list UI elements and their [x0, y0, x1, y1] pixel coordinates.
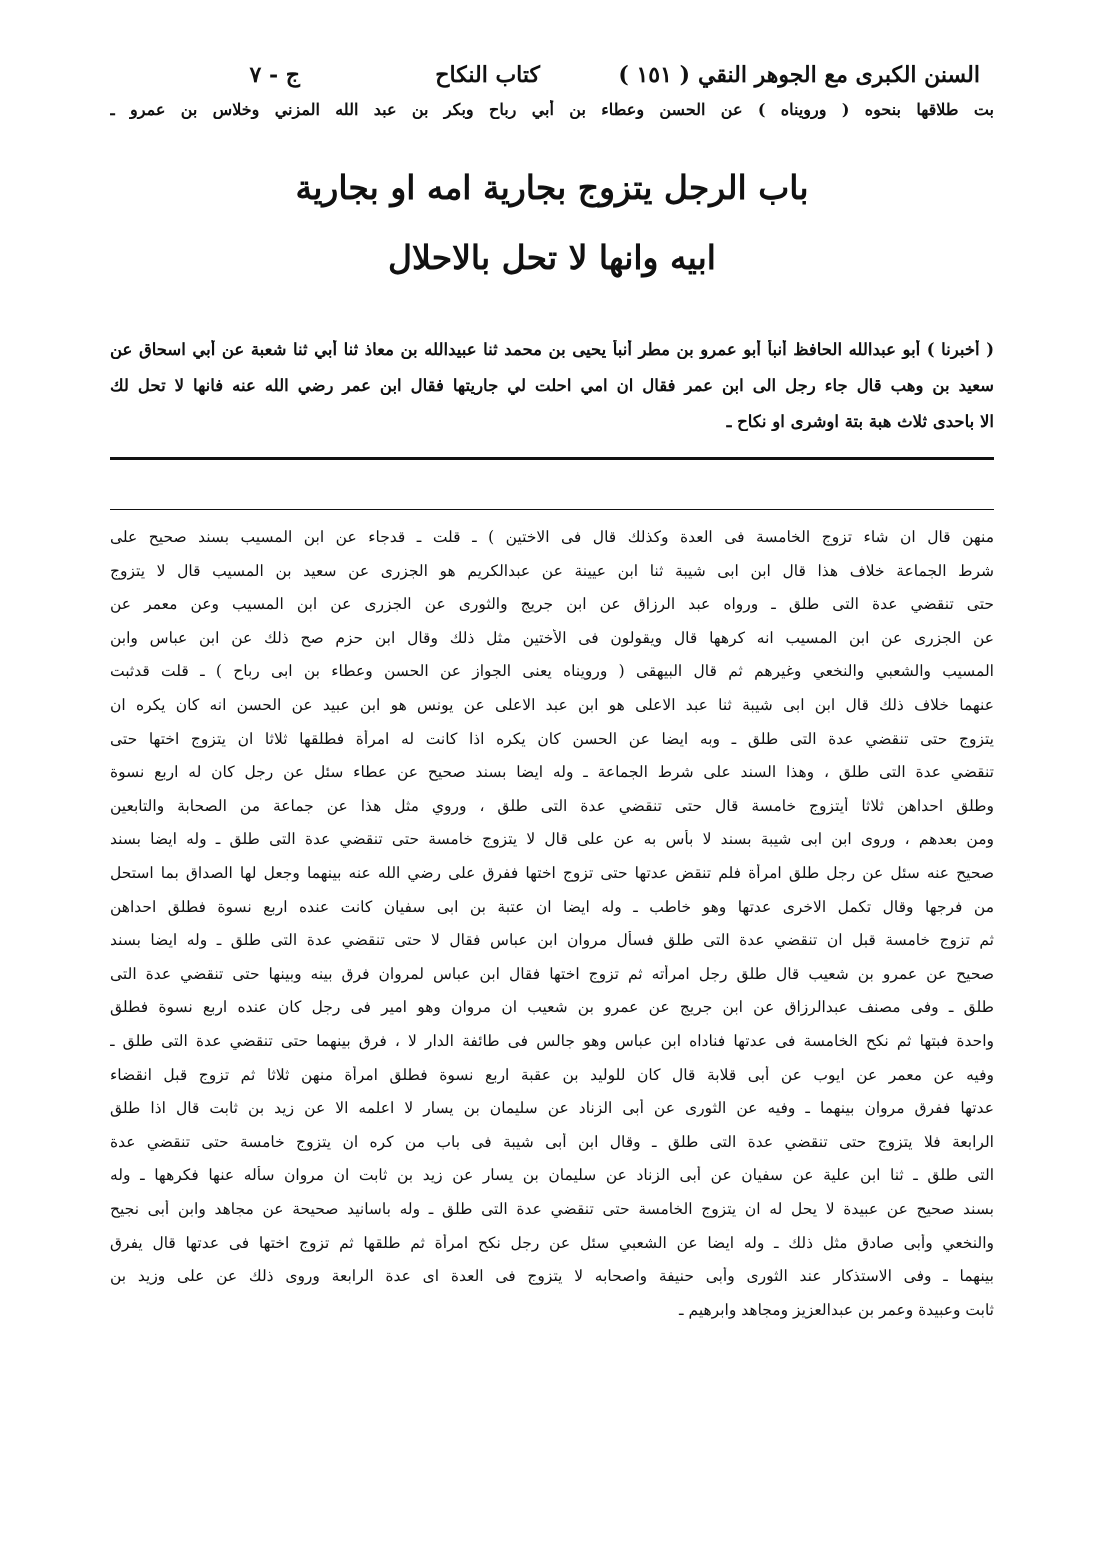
text-line: ومن بعدهم ، وروى ابن ابى شيبة بسند لا بأس به عن على قال لا يتزوج خامسة حتى تنقضي عدة التى طلق ـ وله ايضا بسند	[110, 830, 994, 849]
text-line: ثابت وعبيدة وعمر بن عبدالعزيز ومجاهد وابرهيم ـ	[679, 1300, 994, 1319]
text-line: والنخعي وأبى صادق مثل ذلك ـ وله ايضا عن الشعبي سئل عن رجل نكح امرأة ثم طلقها ثم تزوج اختها فى عدتها قال يفرق	[110, 1233, 994, 1252]
text-line: بينهما ـ وفى الاستذكار عند الثورى وأبى حنيفة واصحابه لا يتزوج فى العدة اى عدة الرابعة وروى ذلك عن على وزيد بن	[110, 1267, 994, 1286]
continuation-line: بت طلاقها بنحوه ( ورويناه ) عن الحسن وعطاء بن أبي رباح وبكر بن عبد الله المزني وخلاس بن عمرو ـ	[110, 100, 994, 119]
text-line: شرط الجماعة خلاف هذا قال ابن ابى شيبة ثنا ابن عيينة عن عبدالكريم هو الجزرى عن سعيد بن المسيب قال لا يتزوج	[110, 561, 994, 580]
footnote-rule	[110, 509, 994, 510]
text-line: وفيه عن معمر عن ايوب عن أبى قلابة قال كان للوليد بن عقبة اربع نسوة فطلق امرأة منهن ثلاثا ثم تزوج قبل انقضاء	[110, 1065, 994, 1084]
text-line: صحيح عنه سئل عن رجل طلق امرأة فلم تنقض عدتها حتى تزوج اختها ففرق على رضي الله عنه بينهما وجعل لها الصداق بما استحل	[110, 864, 994, 882]
text-line: ( أخبرنا ) أبو عبدالله الحافظ أنبأ أبو عمرو بن مطر أنبأ يحيى بن محمد ثنا عبيدالله بن معاذ ثنا أبي ثنا شعبة عن أبي اسحاق عن	[110, 340, 994, 359]
text-line: سعيد بن وهب قال جاء رجل الى ابن عمر فقال ان امي احلت لي جاريتها فقال ابن عمر رضي الله عنه فانها لا تحل لك	[110, 376, 994, 395]
section-title-line-1: باب الرجل يتزوج بجارية امه او بجارية	[295, 168, 809, 207]
text-line: وطلق احداهن ثلاثا أيتزوج خامسة قال حتى تنقضي عدة التى طلق ، وروي مثل هذا عن جماعة من الصحابة والتابعين	[110, 796, 994, 815]
text-line: بسند صحيح عن عبيدة لا يحل له ان يتزوج الخامسة حتى تنقضي عدة التى طلق ـ وله باسانيد صحيحة عن مجاهد وابن أبى نجيح	[110, 1200, 994, 1218]
text-line: طلق ـ وفى مصنف عبدالرزاق عن ابن جريج عن عمرو بن شعيب ان مروان وهو امير فى رجل كان عنده اربع نسوة فطلق	[110, 998, 994, 1017]
text-line: من فرجها وقال تكمل الاخرى عدتها وهو خاطب ـ وله ايضا ان عتبة بن ابى سفيان كانت عنده اربع نسوة فطلق احداهن	[110, 897, 994, 916]
volume-number: ج - ٧	[249, 62, 300, 88]
text-line: التى طلق ـ ثنا ابن علية عن سفيان عن أبى الزناد عن سليمان بن يسار عن زيد بن ثابت ان مروان سأله عنها فكرهها ـ وله	[110, 1166, 994, 1185]
text-line: المسيب والشعبي والنخعي وغيرهم ثم قال البيهقى ( ورويناه يعنى الجواز عن الحسن وعطاء بن ابى رباح ) ـ قلت قدثبت	[110, 662, 994, 681]
text-line: حتى تنقضي عدة التى طلق ـ ورواه عبد الرزاق عن ابن جريج والثورى عن الجزرى عن ابن المسيب وعن معمر عن	[110, 595, 994, 614]
separator-rule	[110, 457, 994, 460]
page-number: ( ١٥١ )	[618, 62, 690, 88]
text-line: واحدة فبتها ثم نكح الخامسة فى عدتها فناداه ابن عباس وهو جالس فى طائفة الدار لا ، فرق بينهما حتى تنقضي عدة التى طلق ـ	[110, 1032, 994, 1050]
text-line: صحيح عن عمرو بن شعيب قال طلق رجل امرأته ثم تزوج اختها فقال ابن عباس لمروان فرق بينه وبينها حتى تنقضي عدة التى	[110, 964, 994, 983]
section-title-line-2: ابيه وانها لا تحل بالاحلال	[388, 238, 716, 277]
text-line: تنقضي عدة التى طلق ، وهذا السند على شرط الجماعة ـ وله ايضا بسند صحيح عن عطاء سئل عن رجل كان له اربع نسوة	[110, 763, 994, 782]
text-line: عن الجزرى عن ابن المسيب انه كرهها قال ويقولون فى الأختين مثل ذلك وقال ابن حزم صح ذلك عن ابن عباس وابن	[110, 628, 994, 647]
text-line: منهن قال ان شاء تزوج الخامسة فى العدة وكذلك قال فى الاختين ) ـ قلت ـ قدجاء عن ابن المسيب بسند صحيح على	[110, 528, 994, 546]
text-line: ثم تزوج خامسة قبل ان تنقضي عدة التى طلق فسأل مروان ابن عباس فقال لا حتى تنقضي عدة التى طلق ـ وله ايضا بسند	[110, 931, 994, 950]
book-title: السنن الكبرى مع الجوهر النقي	[698, 62, 980, 88]
text-line: عدتها ففرق مروان بينهما ـ وفيه عن الثورى عن أبى الزناد عن سليمان بن يسار لا اعلمه الا عن زيد بن ثابت قال اذا طلق	[110, 1099, 994, 1118]
running-header	[120, 62, 980, 96]
text-line: الا باحدى ثلاث هبة بتة اوشرى او نكاح ـ	[726, 412, 994, 431]
text-line: الرابعة فلا يتزوج حتى تنقضي عدة التى طلق ـ وقال ابن أبى شيبة فى باب من كره ان يتزوج خامسة حتى تنقضي عدة	[110, 1132, 994, 1151]
chapter-title: كتاب النكاح	[435, 62, 540, 88]
text-line: عنهما خلاف ذلك قال ابن ابى شيبة ثنا عبد الاعلى هو ابن عبد الاعلى عن يونس هو ابن عبيد عن الحسن انه كان يكره ان	[110, 696, 994, 714]
text-line: يتزوج حتى تنقضي عدة التى طلق ـ وبه ايضا عن الحسن كان يكره اذا كانت له امرأة فطلقها ثلاثا ان يتزوج اختها حتى	[110, 729, 994, 748]
